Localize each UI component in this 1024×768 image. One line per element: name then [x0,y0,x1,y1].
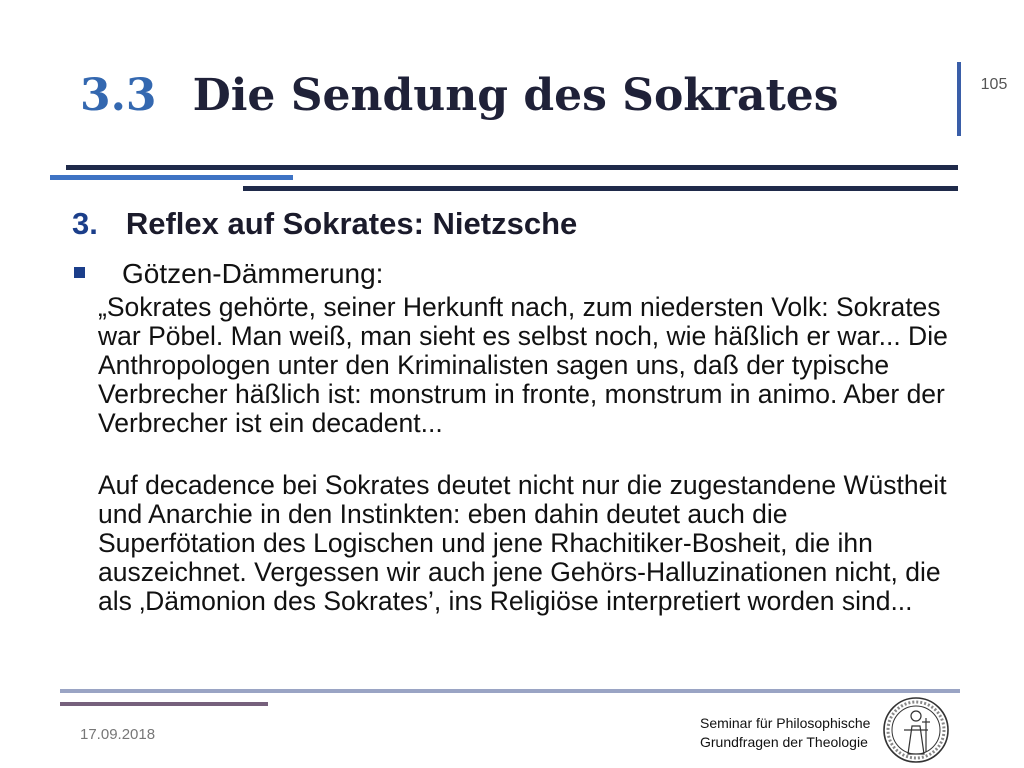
institution-line-2: Grundfragen der Theologie [700,734,868,750]
footer-date: 17.09.2018 [80,726,156,743]
header-rule-bottom [243,186,958,191]
header-rule-top [66,165,958,170]
footer-rule [60,689,960,693]
section-title: Die Sendung des Sokrates [192,70,839,121]
footer-rule-accent [60,702,268,706]
page-number: 105 [980,76,1008,93]
quote-paragraph-1: „Sokrates gehörte, seiner Herkunft nach, zum niedersten Volk: Sokrates war Pöbel. Man weiß, man sieht es selbst noch, wie häßlich er war... Die Anthropologen unter den Kriminalisten sagen uns, daß der typische Verbrecher häßlich ist: monstrum in fronte, monstrum in animo. Aber der Verbrecher ist ein decadent... [98,292,948,438]
institution-line-1: Seminar für Philosophische [700,715,871,731]
title-divider [957,62,961,136]
footer-institution [700,714,870,752]
content-heading [72,204,577,244]
header-rule-accent [50,175,293,180]
heading-number: 3. [72,206,98,241]
square-bullet-icon [74,267,85,278]
university-seal-icon [882,696,950,764]
heading-text: Reflex auf Sokrates: Nietzsche [125,206,578,241]
bullet-text: Götzen-Dämmerung: [122,258,384,289]
section-number: 3.3 [80,70,157,121]
quote-paragraph-2: Auf decadence bei Sokrates deutet nicht nur die zugestandene Wüstheit und Anarchie in den Instinkten: eben dahin deutet auch die Superfötation des Logischen und jene Rhachitiker-Bosheit, die ihn auszeichnet. Vergessen wir auch jene Gehörs-Halluzinationen nicht, die als ‚Dämonion des Sokrates’, ins Religiöse interpretiert worden sind... [98,470,947,616]
slide-title [80,66,839,126]
